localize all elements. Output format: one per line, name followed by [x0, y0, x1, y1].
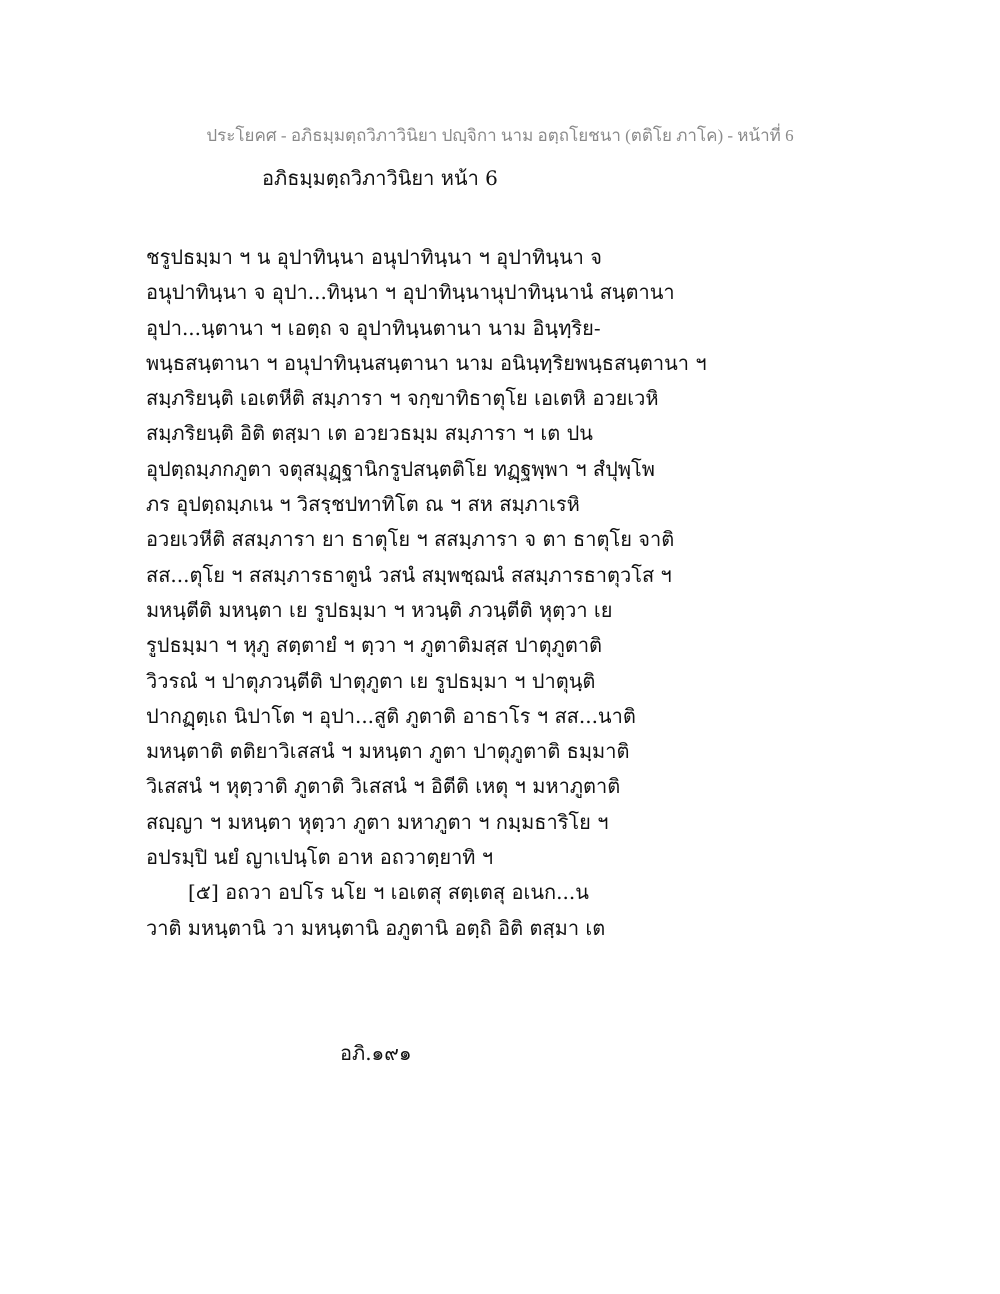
- text-line: สมฺภริยนฺติ อิติ ตสฺมา เต อวยวธมฺม สมฺภารา ฯ เต ปน: [146, 421, 593, 446]
- text-line: ภร อุปตฺถมฺภเน ฯ วิสรฺชปทาทิโต ณ ฯ สห สมฺภาเรหิ: [146, 492, 580, 517]
- text-line: รูปธมฺมา ฯ หุภู สตฺตายํ ฯ ตฺวา ฯ ภูตาติมสฺส ปาตุภูตาติ: [146, 633, 603, 658]
- text-line: พนฺธสนฺตานา ฯ อนุปาทินฺนสนฺตานา นาม อนินฺทฺริยพนฺธสนฺตานา ฯ: [146, 350, 707, 375]
- body-text: [146, 240, 866, 946]
- text-line: มหนฺตาติ ตติยาวิเสสนํ ฯ มหนฺตา ภูตา ปาตุภูตาติ ธมฺมาติ: [146, 739, 630, 764]
- text-line: อุปา...นฺตานา ฯ เอตฺถ จ อุปาทินฺนตานา นาม อินฺทฺริย-: [146, 315, 601, 340]
- text-line: สมฺภริยนฺติ เอเตหีติ สมฺภารา ฯ จกฺขาทิธาตุโย เอเตหิ อวยเวหิ: [146, 386, 659, 411]
- text-line: ปากฏฺตฺเถ นิปาโต ฯ อุปา...สูติ ภูตาติ อาธาโร ฯ สส...นาติ: [146, 703, 636, 728]
- text-line-indented: [๕] อถวา อปโร นโย ฯ เอเตสุ สตฺเตสุ อเนก...น: [188, 880, 589, 905]
- text-line: วิเสสนํ ฯ หุตฺวาติ ภูตาติ วิเสสนํ ฯ อิตีติ เหตุ ฯ มหาภูตาติ: [146, 774, 621, 799]
- text-line: อปรมฺปิ นยํ ญาเปนฺโต อาห อถวาตฺยาทิ ฯ: [146, 845, 494, 870]
- text-line: อุปตฺถมฺภกภูตา จตุสมุฏฺฐานิกรูปสนฺตติโย ทฏฺฐพฺพา ฯ สํปุพฺโพ: [146, 456, 655, 481]
- text-line: สญฺญา ฯ มหนฺตา หุตฺวา ภูตา มหาภูตา ฯ กมฺมธาริโย ฯ: [146, 809, 609, 834]
- text-line: อวยเวหีติ สสมฺภารา ยา ธาตุโย ฯ สสมฺภารา จ ตา ธาตุโย จาติ: [146, 527, 675, 552]
- text-line: มหนฺตีติ มหนฺตา เย รูปธมฺมา ฯ หวนฺติ ภวนฺตีติ หุตฺวา เย: [146, 597, 613, 622]
- text-line: วิวรณํ ฯ ปาตุภวนฺตีติ ปาตุภูตา เย รูปธมฺมา ฯ ปาตุนฺติ: [146, 668, 596, 693]
- footer-page-marker: อภิ.๑๙๑: [340, 1041, 412, 1065]
- text-line: วาติ มหนฺตานิ วา มหนฺตานิ อภูตานิ อตฺถิ อิติ ตสฺมา เต: [146, 915, 606, 940]
- page-title: อภิธมฺมตฺถวิภาวินิยา หน้า 6: [262, 166, 498, 190]
- running-header: ประโยคศ - อภิธมฺมตฺถวิภาวินิยา ปญฺจิกา นาม อตฺถโยชนา (ตติโย ภาโค) - หน้าที่ 6: [206, 126, 794, 145]
- text-line: สส...ตุโย ฯ สสมฺภารธาตูนํ วสนํ สมฺพชฺฌนํ สสมฺภารธาตุวโส ฯ: [146, 562, 672, 587]
- text-line: อนุปาทินฺนา จ อุปา...ทินฺนา ฯ อุปาทินฺนานุปาทินฺนานํ สนฺตานา: [146, 280, 675, 305]
- text-line: ชรูปธมฺมา ฯ น อุปาทินฺนา อนุปาทินฺนา ฯ อุปาทินฺนา จ: [146, 245, 602, 269]
